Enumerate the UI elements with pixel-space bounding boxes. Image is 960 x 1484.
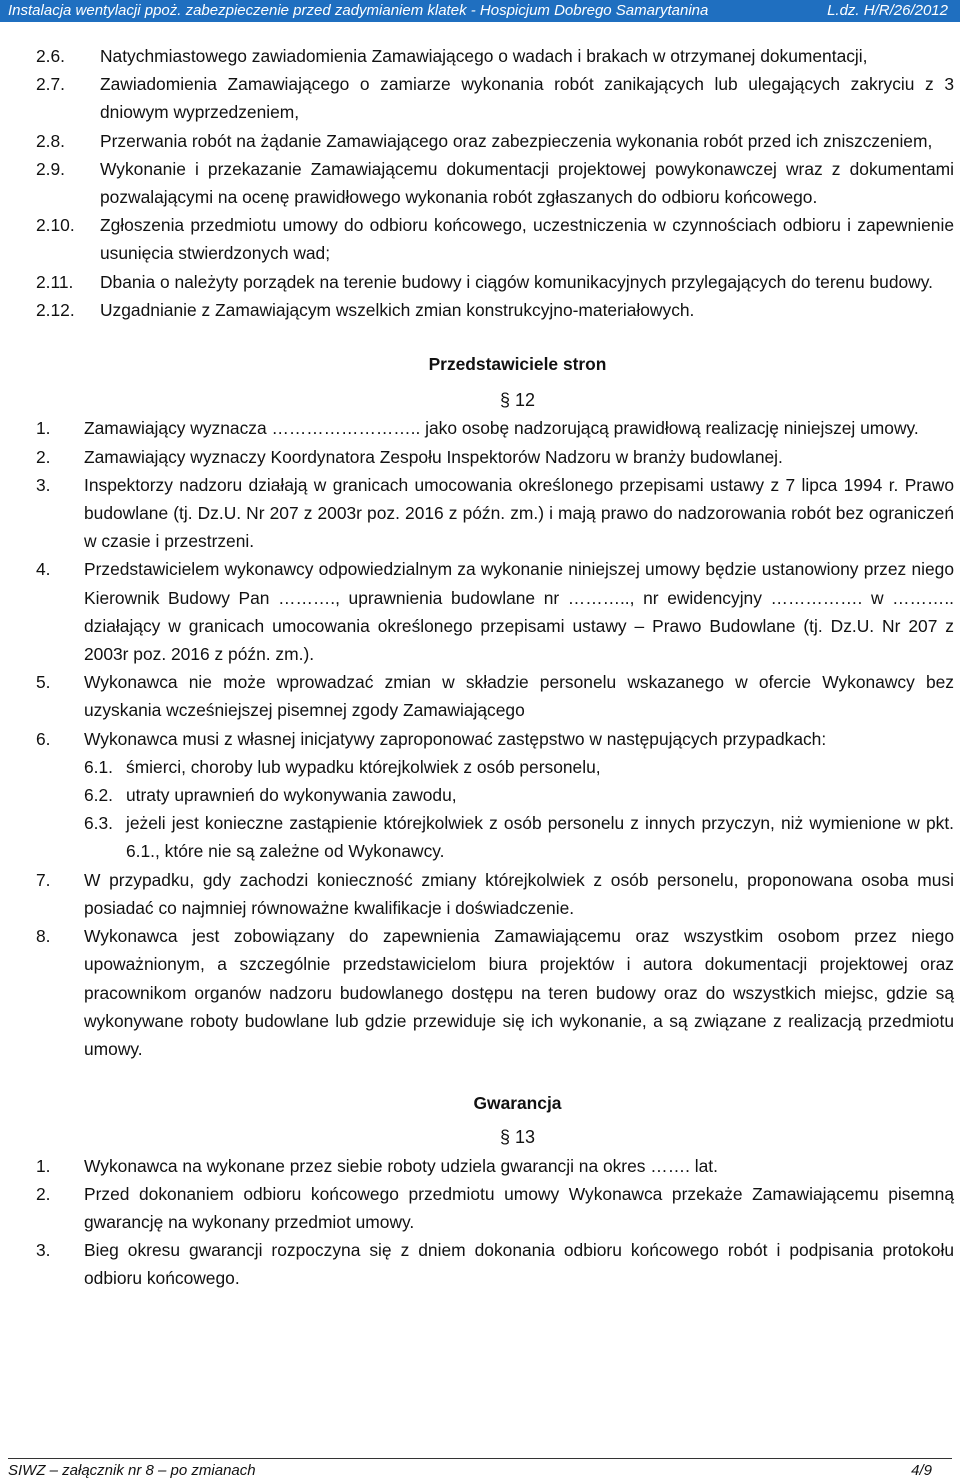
page-header [0,0,960,22]
list-item: 2.6. Natychmiastowego zawiadomienia Zamawiającego o wadach i brakach w otrzymanej dokumentacji, [36,46,868,66]
list-item: 2. Przed dokonaniem odbioru końcowego przedmiotu umowy Wykonawca przekaże Zamawiającemu pisemną gwarancję na wykonany przedmiot umowy. [36,1183,954,1232]
section-12-paragraph-sign: § 12 [499,390,536,411]
list-item: 8. Wykonawca jest zobowiązany do zapewnienia Zamawiającemu oraz wszystkim osobom przez niego upoważnionym, a szczególnie przedstawicielom biura projektów i autora dokumentacji projektowej oraz pracownikom organów nadzoru budowlanego dostępu na teren budowy oraz do wszystkich miejsc, gdzie są wykonywane roboty budowlane lub gdzie przewiduje się ich wykonanie, a są związane z realizacją przedmiotu umowy. [36,926,954,1059]
section-12-heading: Przedstawiciele stron [428,354,607,375]
list-item: 3. Bieg okresu gwarancji rozpoczyna się z dniem dokonania odbioru końcowego robót i podpisania protokołu odbioru końcowego. [36,1240,954,1289]
list-item: 5. Wykonawca nie może wprowadzać zmian w składzie personelu wskazanego w ofercie Wykonawcy bez uzyskania wcześniejszej pisemnej zgody Zamawiającego [36,672,954,721]
sub-list-item: 6.1. śmierci, choroby lub wypadku którejkolwiek z osób personelu, [84,756,601,777]
list-item: 7. W przypadku, gdy zachodzi konieczność zmiany którejkolwiek z osób personelu, proponowana osoba musi posiadać co najmniej równoważne kwalifikacje i doświadczenie. [36,869,954,918]
list-item: 4. Przedstawicielem wykonawcy odpowiedzialnym za wykonanie niniejszej umowy będzie ustanowiony przez niego Kierownik Budowy Pan ………., uprawnienia budowlane nr ……….., nr ewidencyjny ……………. w ……….. działający w granicach umocowania określonego przepisami ustawy – Prawo Budowlane (tj. Dz.U. Nr 207 z 2003r poz. 2016 z późn. zm.). [36,559,954,665]
list-item: 2.11. Dbania o należyty porządek na terenie budowy i ciągów komunikacyjnych przylegających do terenu budowy. [36,271,933,292]
document-body [36,42,954,1293]
footer-document-label: SIWZ – załącznik nr 8 – po zmianach [8,1462,256,1479]
list-item: 6. Wykonawca musi z własnej inicjatywy zaproponować zastępstwo w następujących przypadkach: [36,728,827,749]
section-2-list [36,42,954,324]
sub-list-item: 6.3. jeżeli jest konieczne zastąpienie którejkolwiek z osób personelu z innych przyczyn, niż wymienione w pkt. 6.1., które nie są zależne od Wykonawcy. [84,813,954,862]
list-item: 2.8. Przerwania robót na żądanie Zamawiającego oraz zabezpieczenia wykonania robót przed ich zniszczeniem, [36,130,933,151]
list-item: 2.7. Zawiadomienia Zamawiającego o zamiarze wykonania robót zanikających lub ulegających zakryciu z 3 dniowym wyprzedzeniem, [36,74,954,123]
list-item: 1. Wykonawca na wykonane przez siebie roboty udziela gwarancji na okres ……. lat. [36,1155,718,1176]
section-13-list [36,1152,954,1293]
section-13-heading: Gwarancja [473,1093,562,1114]
footer-divider [8,1458,952,1459]
list-item: 2. Zamawiający wyznaczy Koordynatora Zespołu Inspektorów Nadzoru w branży budowlanej. [36,446,783,467]
header-title: Instalacja wentylacji ppoż. zabezpieczenie przed zadymianiem klatek - Hospicjum Dobrego Samarytanina [8,2,709,19]
section-12-list [36,414,954,1063]
list-item: 1. Zamawiający wyznacza …………………….. jako osobę nadzorującą prawidłową realizację niniejszej umowy. [36,418,919,439]
page-number: 4/9 [911,1462,932,1479]
sub-list-item: 6.2. utraty uprawnień do wykonywania zawodu, [84,785,457,806]
header-reference: L.dz. H/R/26/2012 [827,2,948,19]
list-item: 2.10. Zgłoszenia przedmiotu umowy do odbioru końcowego, uczestniczenia w czynnościach odbioru i zapewnienie usunięcia stwierdzonych wad; [36,215,954,264]
list-item: 2.9. Wykonanie i przekazanie Zamawiającemu dokumentacji projektowej powykonawczej wraz z dokumentami pozwalającymi na ocenę prawidłowego wykonania robót zgłaszanych do odbioru końcowego. [36,158,954,208]
section-13-paragraph-sign: § 13 [499,1127,536,1148]
list-item: 2.12. Uzgadnianie z Zamawiającym wszelkich zmian konstrukcyjno-materiałowych. [36,299,695,320]
list-item: 3. Inspektorzy nadzoru działają w granicach umocowania określonego przepisami ustawy z 7 lipca 1994 r. Prawo budowlane (tj. Dz.U. Nr 207 z 2003r poz. 2016 z późn. zm.) i mają prawo do nadzorowania robót bez ograniczeń w czasie i przestrzeni. [36,474,954,552]
